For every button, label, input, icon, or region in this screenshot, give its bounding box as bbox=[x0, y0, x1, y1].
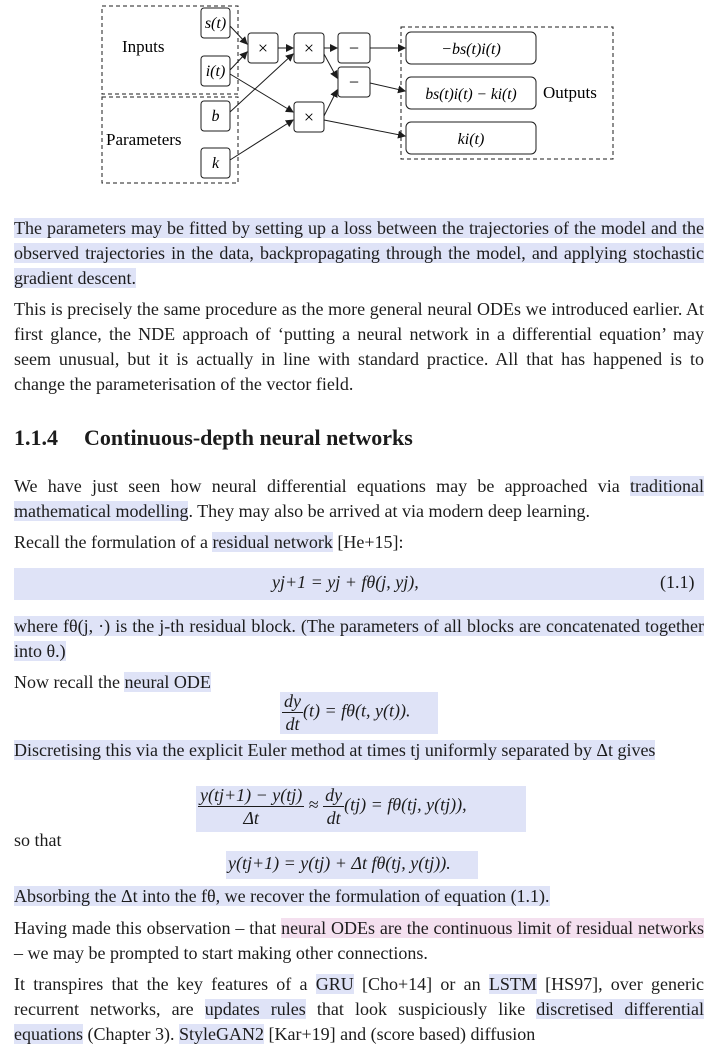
inputs-label: Inputs bbox=[122, 37, 165, 56]
paragraph-fitting-text: The parameters may be fitted by setting up a loss between the trajectories of the model and the observed trajectories in the data, backpropagating through the model, and applying stochastic gradient descent. bbox=[14, 218, 704, 288]
equation-euler bbox=[198, 784, 467, 829]
approx-sign: ≈ bbox=[308, 794, 319, 815]
highlight-traditional-modelling: traditional mathematical modelling bbox=[14, 476, 704, 521]
text-run: We have just seen how neural differential equations may be approached via bbox=[14, 476, 631, 496]
frac-den: Δt bbox=[243, 808, 259, 828]
paragraph-transpires bbox=[14, 972, 704, 1047]
input-node-s-label: s(t) bbox=[204, 15, 227, 32]
sub-node-1-label: − bbox=[348, 38, 360, 58]
frac-den: dt bbox=[326, 808, 341, 828]
text-run: [Kar+19] and (score based) diffusion bbox=[263, 1024, 536, 1044]
highlight-lstm: LSTM bbox=[488, 974, 537, 994]
paragraph-so-that: so that bbox=[14, 830, 62, 850]
text-run: . They may also be arrived at via modern deep learning. bbox=[188, 501, 590, 521]
mul-node-3-label: × bbox=[303, 107, 315, 127]
frac-num: dy bbox=[284, 691, 301, 711]
paragraph-residual-block bbox=[14, 614, 704, 664]
input-node-i-label: i(t) bbox=[205, 63, 226, 80]
paragraph-absorbing bbox=[14, 884, 704, 909]
text-run: Recall the formulation of a bbox=[14, 532, 213, 552]
outputs-label: Outputs bbox=[543, 83, 597, 102]
mul-node-2-label: × bbox=[303, 38, 315, 58]
eq-rest: (t) = fθ(t, y(t)). bbox=[303, 700, 411, 721]
highlight-update-rules: updates rules bbox=[204, 999, 306, 1019]
frac-num: dy bbox=[325, 785, 343, 805]
paragraph-observation bbox=[14, 916, 704, 966]
highlight-neural-ode: neural ODE bbox=[124, 672, 211, 692]
equation-1-1: yj+1 = yj + fθ(j, yj), bbox=[272, 572, 419, 592]
highlight-stylegan2: StyleGAN2 bbox=[178, 1024, 264, 1044]
parameters-label: Parameters bbox=[106, 130, 182, 149]
section-heading bbox=[14, 425, 413, 451]
highlight-discretised-de: discretised differential equations bbox=[14, 999, 704, 1044]
output-node-1-label: −bs(t)i(t) bbox=[441, 41, 501, 58]
text-run: Now recall the bbox=[14, 672, 125, 692]
highlight-continuous-limit: neural ODEs are the continuous limit of residual networks bbox=[281, 918, 704, 938]
section-number: 1.1.4 bbox=[14, 425, 58, 450]
paragraph-recall-resnet bbox=[14, 530, 704, 555]
paragraph-approached bbox=[14, 474, 704, 524]
text-run: Having made this observation – that bbox=[14, 918, 282, 938]
text-run: that look suspiciously like bbox=[305, 999, 537, 1019]
text-run: It transpires that the key features of a bbox=[14, 974, 316, 994]
text-run: (Chapter 3). bbox=[83, 1024, 179, 1044]
equation-neural-ode bbox=[282, 690, 410, 735]
eq-rest: (tj) = fθ(tj, y(tj)), bbox=[344, 794, 467, 815]
highlight-residual-network: residual network bbox=[212, 532, 333, 552]
equation-euler-update: y(tj+1) = y(tj) + Δt fθ(tj, y(tj)). bbox=[228, 853, 451, 873]
param-node-k-label: k bbox=[211, 155, 220, 172]
highlight-gru: GRU bbox=[315, 974, 354, 994]
network-diagram bbox=[0, 0, 720, 200]
paragraph-residual-block-text: where fθ(j, ·) is the j-th residual block. (The parameters of all blocks are concatenated together into θ.) bbox=[14, 616, 704, 661]
text-run: [He+15]: bbox=[332, 532, 404, 552]
section-title: Continuous-depth neural networks bbox=[84, 425, 413, 450]
frac-den: dt bbox=[285, 714, 300, 734]
paragraph-same-procedure: This is precisely the same procedure as the more general neural ODEs we introduced earlier. At first glance, the NDE approach of ‘putting a neural network in a differential equation’ may seem unusual, but it is actually in line with standard practice. All that has happened is to change the parameterisation of the vector field. bbox=[14, 299, 704, 394]
paragraph-absorbing-text: Absorbing the Δt into the fθ, we recover the formulation of equation (1.1). bbox=[14, 886, 550, 906]
output-node-2-label: bs(t)i(t) − ki(t) bbox=[425, 86, 517, 103]
text-run: [Cho+14] or an bbox=[353, 974, 489, 994]
sub-node-2-label: − bbox=[348, 72, 360, 92]
paragraph-discretising-text: Discretising this via the explicit Euler method at times tj uniformly separated by Δt gives bbox=[14, 740, 656, 760]
paragraph-discretising bbox=[14, 738, 704, 763]
param-node-b-label: b bbox=[211, 108, 220, 125]
paragraph-fitting bbox=[14, 216, 704, 291]
frac-num: y(tj+1) − y(tj) bbox=[200, 785, 303, 805]
equation-1-1-label: (1.1) bbox=[660, 572, 695, 592]
output-node-3-label: ki(t) bbox=[457, 131, 485, 148]
text-run: – we may be prompted to start making other connections. bbox=[14, 943, 428, 963]
mul-node-1-label: × bbox=[257, 38, 269, 58]
text-run: [HS97], over generic recurrent networks, are bbox=[14, 974, 704, 1019]
